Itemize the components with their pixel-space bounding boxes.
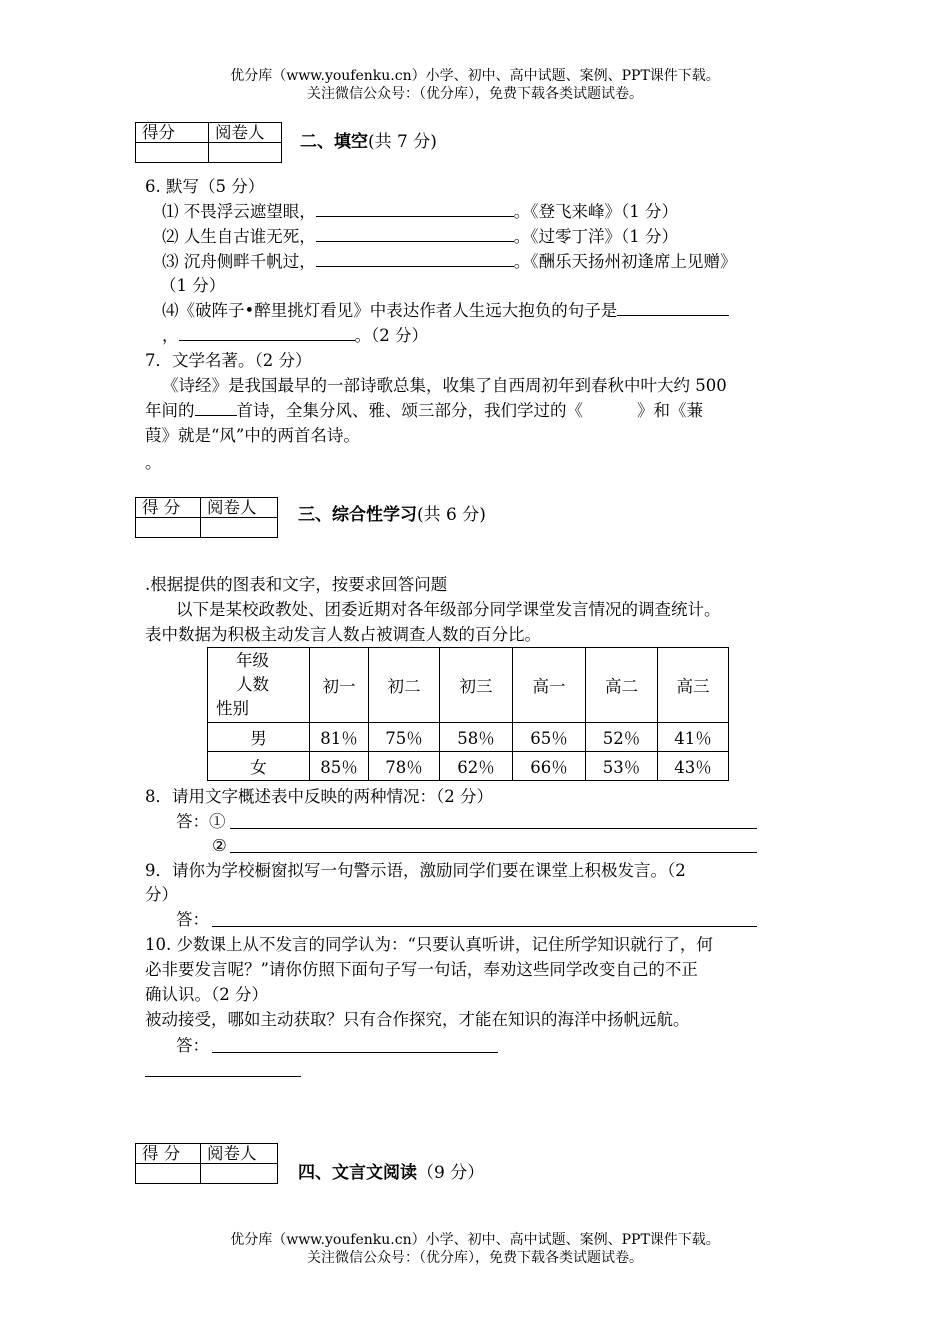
table-row	[208, 723, 729, 752]
q9-answer-label: 答：	[176, 910, 209, 929]
q9-line-1: 9．请你为学校橱窗拟写一句警示语，激励同学们要在课堂上积极发言。（2	[145, 861, 686, 880]
q10-answer-line-2[interactable]	[145, 1076, 301, 1077]
q7-line-1: 《诗经》是我国最早的一部诗歌总集，收集了自西周初年到春秋中叶大约 500	[162, 376, 727, 395]
table-cell: 43％	[658, 752, 729, 781]
q6-item-4-line-2	[162, 324, 428, 348]
q7-line-2a: 年间的	[145, 401, 195, 420]
reviewer-label: 阅卷人	[201, 498, 278, 518]
score-label: 得分	[136, 123, 209, 143]
column-header: 高三	[658, 648, 729, 723]
header-line-2: 关注微信公众号：（优分库），免费下载各类试题试卷。	[307, 86, 643, 102]
q6-item-2-prefix: ⑵ 人生自古谁无死，	[162, 227, 316, 246]
table-cell: 81％	[310, 723, 369, 752]
table-cell: 58％	[440, 723, 513, 752]
q6-title: 6. 默写（5 分）	[145, 177, 265, 196]
q6-item-4	[162, 299, 729, 323]
answer-blank[interactable]	[316, 200, 514, 217]
section-2-points: (共 7 分)	[368, 132, 437, 152]
corner-grade: 年级	[236, 651, 269, 670]
q6-item-3-suffix: 。《酬乐天扬州初逢席上见赠》	[513, 252, 737, 271]
table-cell: 75％	[369, 723, 440, 752]
footer-line-1: 优分库（www.youfenku.cn）小学、初中、高中试题、案例、PPT课件下载。	[230, 1232, 720, 1248]
answer-blank[interactable]	[195, 399, 237, 416]
column-header: 初三	[440, 648, 513, 723]
answer-blank[interactable]	[179, 324, 355, 341]
q7-title: 7．文学名著。（2 分）	[145, 351, 312, 370]
table-cell: 66％	[513, 752, 586, 781]
intro-line-2: 以下是某校政教处、团委近期对各年级部分同学课堂发言情况的调查统计。	[176, 600, 721, 619]
q6-item-2	[162, 225, 678, 249]
q7-line-2b: 首诗，全集分风、雅、颂三部分，我们学过的《	[236, 401, 583, 420]
section-4-title	[298, 1158, 484, 1183]
q6-item-4-comma: ，	[162, 326, 179, 345]
table-cell: 62％	[440, 752, 513, 781]
score-box-section-4	[135, 1143, 278, 1184]
column-header: 高一	[513, 648, 586, 723]
section-3-heading: 三、综合性学习	[298, 505, 417, 525]
q7-line-3: 葭》就是“风”中的两首名诗。	[145, 426, 360, 445]
q6-item-1-prefix: ⑴ 不畏浮云遮望眼，	[162, 202, 316, 221]
q8-answer-1-line[interactable]	[230, 828, 757, 829]
q6-item-4-suffix: 。（2 分）	[354, 326, 428, 345]
q7-line-2c: 》和《蒹	[637, 401, 703, 420]
q8-answer-2-label: ②	[212, 836, 227, 855]
q6-item-3	[162, 250, 737, 274]
table-corner-cell	[208, 648, 310, 723]
reviewer-cell[interactable]	[201, 1164, 278, 1184]
q7-line-2	[145, 399, 703, 423]
q8-title: 8．请用文字概述表中反映的两种情况：（2 分）	[145, 787, 493, 806]
q6-item-4-text: ⑷《破阵子•醉里挑灯看见》中表达作者人生远大抱负的句子是	[162, 301, 618, 320]
q7-line-4: 。	[145, 453, 162, 472]
q8-answer-2-line[interactable]	[230, 852, 757, 853]
q10-line-2: 必非要发言呢？”请你仿照下面句子写一句话，奉劝这些同学改变自己的不正	[145, 960, 698, 979]
q10-line-3: 确认识。（2 分）	[145, 985, 268, 1004]
answer-blank[interactable]	[316, 250, 514, 267]
table-header-row	[208, 648, 729, 723]
table-cell: 65％	[513, 723, 586, 752]
q9-answer-line[interactable]	[212, 926, 757, 927]
column-header: 初二	[369, 648, 440, 723]
row-label: 男	[208, 723, 310, 752]
header-line-1: 优分库（www.youfenku.cn）小学、初中、高中试题、案例、PPT课件下载。	[230, 68, 720, 84]
q10-answer-label: 答：	[176, 1036, 209, 1055]
table-cell: 41％	[658, 723, 729, 752]
table-cell: 78％	[369, 752, 440, 781]
score-box-section-2	[135, 122, 282, 163]
reviewer-cell[interactable]	[201, 518, 278, 538]
q10-answer-line[interactable]	[212, 1052, 498, 1053]
reviewer-cell[interactable]	[209, 143, 282, 163]
column-header: 高二	[586, 648, 658, 723]
column-header: 初一	[310, 648, 369, 723]
answer-blank[interactable]	[316, 225, 514, 242]
page-header	[0, 67, 950, 103]
score-cell[interactable]	[136, 518, 201, 538]
q9-line-2: 分）	[145, 885, 178, 904]
q6-item-3-prefix: ⑶ 沉舟侧畔千帆过，	[162, 252, 316, 271]
q6-item-1-suffix: 。《登飞来峰》（1 分）	[513, 202, 678, 221]
reviewer-label: 阅卷人	[201, 1144, 278, 1164]
score-box-section-3	[135, 497, 278, 538]
corner-gender: 性别	[216, 699, 249, 718]
q10-line-4: 被动接受，哪如主动获取？只有合作探究，才能在知识的海洋中扬帆远航。	[145, 1010, 690, 1029]
footer-line-2: 关注微信公众号：（优分库），免费下载各类试题试卷。	[307, 1250, 643, 1266]
q6-item-1	[162, 200, 678, 224]
section-3-title	[298, 500, 486, 525]
q6-item-2-suffix: 。《过零丁洋》（1 分）	[513, 227, 678, 246]
table-cell: 85％	[310, 752, 369, 781]
page-footer	[0, 1231, 950, 1267]
corner-count: 人数	[236, 675, 269, 694]
section-4-heading: 四、文言文阅读	[298, 1163, 417, 1183]
intro-line-3: 表中数据为积极主动发言人数占被调查人数的百分比。	[145, 625, 541, 644]
score-cell[interactable]	[136, 143, 209, 163]
q8-answer-1-label: 答：①	[176, 812, 226, 831]
score-label: 得 分	[136, 1144, 201, 1164]
reviewer-label: 阅卷人	[209, 123, 282, 143]
q10-line-1: 10. 少数课上从不发言的同学认为：“只要认真听讲，记住所学知识就行了，何	[145, 935, 713, 954]
table-row	[208, 752, 729, 781]
score-label: 得 分	[136, 498, 201, 518]
section-2-title	[300, 127, 437, 152]
section-2-heading: 二、填空	[300, 132, 368, 152]
answer-blank[interactable]	[617, 299, 729, 316]
section-4-points: （9 分）	[417, 1163, 485, 1183]
score-cell[interactable]	[136, 1164, 201, 1184]
table-cell: 52％	[586, 723, 658, 752]
row-label: 女	[208, 752, 310, 781]
q6-item-3-points: （1 分）	[160, 276, 226, 295]
survey-table	[207, 647, 729, 781]
intro-line-1: .根据提供的图表和文字，按要求回答问题	[145, 575, 448, 594]
section-3-points: (共 6 分)	[417, 505, 486, 525]
table-cell: 53％	[586, 752, 658, 781]
